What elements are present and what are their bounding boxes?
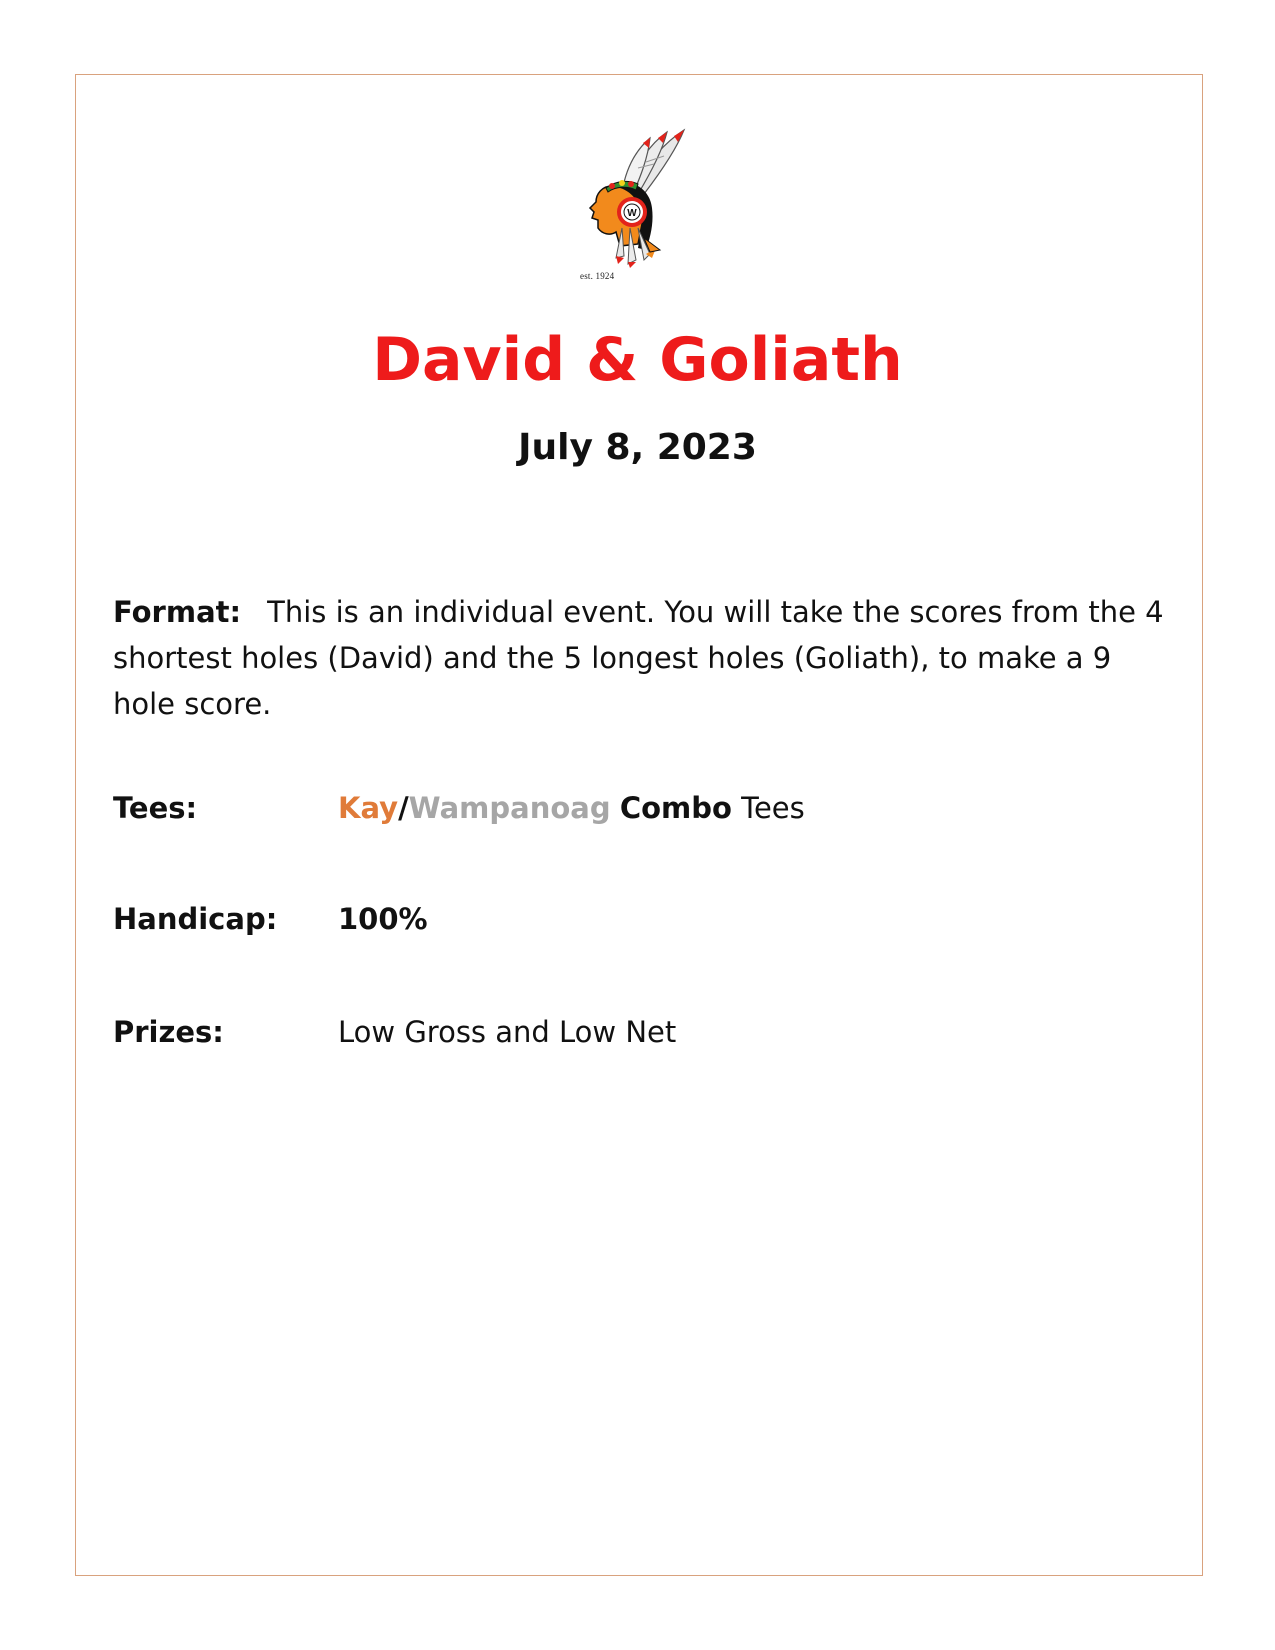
tees-row bbox=[113, 788, 1173, 828]
tee-suffix: Tees bbox=[741, 791, 805, 825]
format-section bbox=[113, 589, 1173, 727]
club-emblem-logo bbox=[572, 128, 704, 288]
handicap-row bbox=[113, 899, 1173, 939]
emblem-letter: W bbox=[627, 208, 637, 219]
established-text: est. 1924 bbox=[580, 271, 615, 281]
event-title: David & Goliath bbox=[372, 325, 903, 395]
tees-label: Tees: bbox=[113, 791, 198, 825]
tee-combo: Combo bbox=[619, 791, 732, 825]
event-date: July 8, 2023 bbox=[518, 427, 757, 468]
emblem-icon bbox=[572, 128, 704, 288]
handicap-label: Handicap: bbox=[113, 902, 278, 936]
prizes-value: Low Gross and Low Net bbox=[338, 1015, 677, 1049]
prizes-label: Prizes: bbox=[113, 1015, 224, 1049]
format-text: This is an individual event. You will take the scores from the 4 shortest holes (David) and the 5 longest holes (Goliath), to make a 9 hole score. bbox=[113, 595, 1164, 721]
tee-separator: / bbox=[398, 791, 409, 825]
tees-value bbox=[338, 788, 805, 828]
format-label: Format: bbox=[113, 595, 242, 629]
prizes-row bbox=[113, 1012, 1173, 1052]
handicap-value: 100% bbox=[338, 902, 428, 936]
tee-wampanoag: Wampanoag bbox=[408, 791, 611, 825]
tee-kay: Kay bbox=[338, 791, 399, 825]
